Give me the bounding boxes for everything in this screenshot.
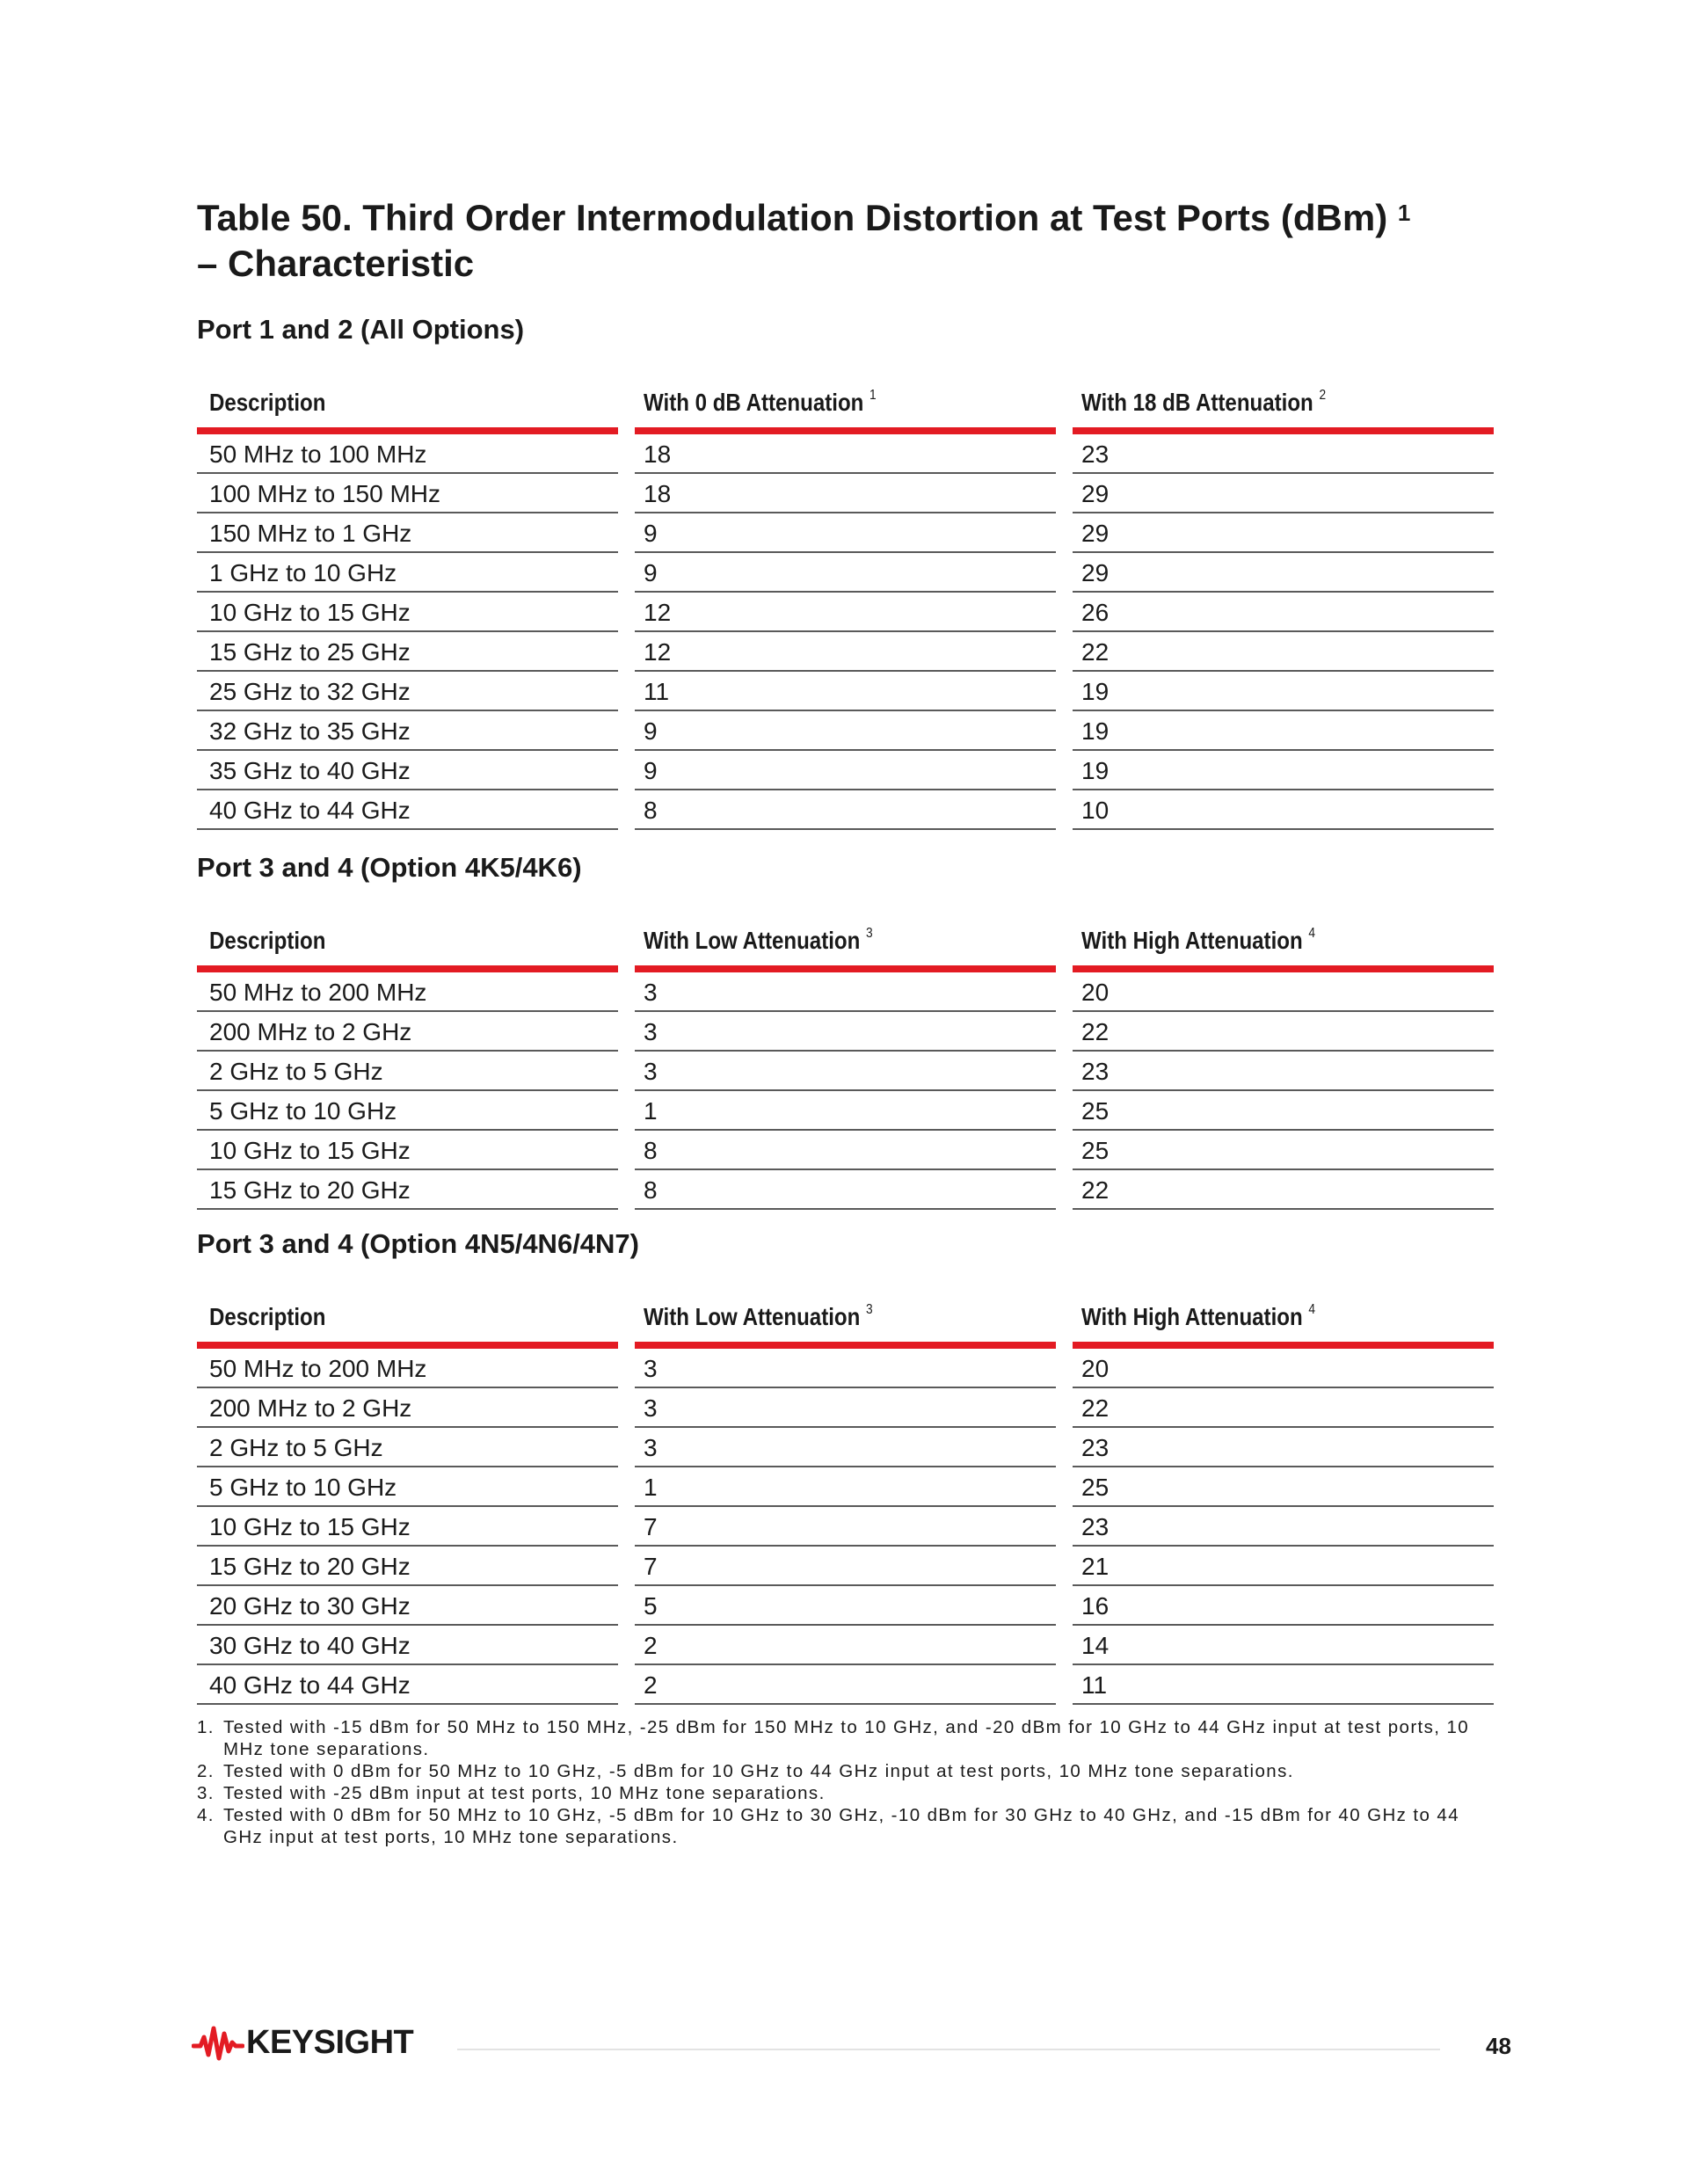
cell-description: 2 GHz to 5 GHz <box>197 1052 618 1091</box>
cell-value: 11 <box>635 672 1056 711</box>
cell-description: 200 MHz to 2 GHz <box>197 1388 618 1428</box>
cell-value: 8 <box>635 1170 1056 1210</box>
footnote-text: Tested with 0 dBm for 50 MHz to 10 GHz, -5 dBm for 10 GHz to 30 GHz, -10 dBm for 30 GHz to 40 GHz, and -15 dBm for 40 GHz to 44 GHz input at test ports, 10 MHz tone separations. <box>223 1805 1460 1847</box>
footnote-number: 1. <box>197 1717 215 1737</box>
footer-divider <box>457 2049 1440 2050</box>
cell-description: 35 GHz to 40 GHz <box>197 751 618 790</box>
cell-value: 22 <box>1073 1170 1494 1210</box>
keysight-wave-icon <box>192 2025 244 2062</box>
cell-value: 9 <box>635 711 1056 751</box>
page-number: 48 <box>1486 2033 1511 2059</box>
cell-value: 19 <box>1073 711 1494 751</box>
cell-description: 32 GHz to 35 GHz <box>197 711 618 751</box>
table-row <box>197 672 1489 711</box>
cell-value: 10 <box>1073 790 1494 830</box>
cell-value: 14 <box>1073 1626 1494 1665</box>
column-footnote-ref: 4 <box>1308 1302 1316 1317</box>
column-header-label <box>1081 927 1315 955</box>
cell-value: 18 <box>635 434 1056 474</box>
cell-description: 10 GHz to 15 GHz <box>197 593 618 632</box>
cell-value: 3 <box>635 972 1056 1012</box>
column-header-text: With Low Attenuation <box>644 927 861 954</box>
cell-value: 3 <box>635 1012 1056 1052</box>
column-footnote-ref: 4 <box>1308 926 1316 941</box>
cell-value: 1 <box>635 1091 1056 1131</box>
table-row <box>197 1547 1489 1586</box>
brand-name: KEYSIGHT <box>246 2024 414 2061</box>
cell-description: 10 GHz to 15 GHz <box>197 1131 618 1170</box>
cell-value: 9 <box>635 751 1056 790</box>
table-row <box>197 711 1489 751</box>
cell-value: 26 <box>1073 593 1494 632</box>
cell-description: 100 MHz to 150 MHz <box>197 474 618 513</box>
brand-logo <box>192 2024 413 2062</box>
table-body <box>197 1349 1489 1705</box>
footnote-number: 2. <box>197 1761 215 1781</box>
footnote-number: 4. <box>197 1805 215 1825</box>
table-row <box>197 1428 1489 1467</box>
table-row <box>197 553 1489 593</box>
cell-value: 29 <box>1073 474 1494 513</box>
cell-value: 5 <box>635 1586 1056 1626</box>
cell-value: 29 <box>1073 513 1494 553</box>
table-row <box>197 632 1489 672</box>
table-row <box>197 434 1489 474</box>
cell-value: 25 <box>1073 1091 1494 1131</box>
column-header-text: Description <box>209 927 326 954</box>
column-header <box>635 1273 1056 1349</box>
column-header-label <box>209 1303 325 1331</box>
column-footnote-ref: 2 <box>1319 388 1327 403</box>
column-header <box>197 359 618 434</box>
footnote-number: 3. <box>197 1783 215 1803</box>
table-row <box>197 1626 1489 1665</box>
title-line1: Table 50. Third Order Intermodulation Distortion at Test Ports (dBm) <box>197 197 1388 238</box>
column-header-text: With Low Attenuation <box>644 1303 861 1330</box>
cell-value: 25 <box>1073 1131 1494 1170</box>
column-header-label <box>209 389 325 417</box>
cell-value: 20 <box>1073 972 1494 1012</box>
column-footnote-ref: 3 <box>866 1302 873 1317</box>
footnote-text: Tested with -25 dBm input at test ports, 10 MHz tone separations. <box>223 1783 826 1803</box>
cell-value: 12 <box>635 593 1056 632</box>
column-header-label <box>1081 1303 1315 1331</box>
cell-description: 2 GHz to 5 GHz <box>197 1428 618 1467</box>
cell-value: 25 <box>1073 1467 1494 1507</box>
table-row <box>197 1091 1489 1131</box>
footnote-item <box>197 1804 1498 1848</box>
title-line2: – Characteristic <box>197 243 475 284</box>
column-header-label <box>209 927 325 955</box>
cell-value: 23 <box>1073 434 1494 474</box>
footnote-item <box>197 1760 1498 1782</box>
footnote-text: Tested with 0 dBm for 50 MHz to 10 GHz, -5 dBm for 10 GHz to 44 GHz input at test ports, 10 MHz tone separations. <box>223 1761 1294 1781</box>
cell-value: 7 <box>635 1547 1056 1586</box>
cell-description: 150 MHz to 1 GHz <box>197 513 618 553</box>
footnotes <box>197 1716 1498 1848</box>
cell-description: 10 GHz to 15 GHz <box>197 1507 618 1547</box>
cell-description: 50 MHz to 100 MHz <box>197 434 618 474</box>
cell-value: 11 <box>1073 1665 1494 1705</box>
column-header <box>1073 897 1494 972</box>
column-header <box>197 1273 618 1349</box>
cell-value: 8 <box>635 790 1056 830</box>
cell-value: 23 <box>1073 1052 1494 1091</box>
title-footnote-ref: 1 <box>1397 200 1411 226</box>
column-header-text: Description <box>209 389 326 416</box>
table-body <box>197 434 1489 830</box>
column-header <box>1073 1273 1494 1349</box>
cell-description: 1 GHz to 10 GHz <box>197 553 618 593</box>
column-footnote-ref: 3 <box>866 926 873 941</box>
footnote-text: Tested with -15 dBm for 50 MHz to 150 MHz, -25 dBm for 150 MHz to 10 GHz, and -20 dBm for 10 GHz to 44 GHz input at test ports, 10 MHz tone separations. <box>223 1717 1470 1759</box>
cell-value: 2 <box>635 1665 1056 1705</box>
cell-value: 19 <box>1073 672 1494 711</box>
column-header <box>1073 359 1494 434</box>
section-heading: Port 3 and 4 (Option 4N5/4N6/4N7) <box>197 1228 639 1259</box>
page-title <box>197 195 1516 287</box>
table-row <box>197 1052 1489 1091</box>
column-header-text: With 18 dB Attenuation <box>1081 389 1313 416</box>
cell-value: 7 <box>635 1507 1056 1547</box>
table-body <box>197 972 1489 1210</box>
cell-value: 3 <box>635 1388 1056 1428</box>
cell-description: 25 GHz to 32 GHz <box>197 672 618 711</box>
table-row <box>197 790 1489 830</box>
table-header-row <box>197 1273 1489 1349</box>
cell-description: 15 GHz to 20 GHz <box>197 1170 618 1210</box>
table-row <box>197 474 1489 513</box>
table-row <box>197 1507 1489 1547</box>
table-section <box>197 313 1489 830</box>
table-section <box>197 851 1489 1210</box>
cell-value: 23 <box>1073 1507 1494 1547</box>
cell-value: 16 <box>1073 1586 1494 1626</box>
cell-description: 15 GHz to 25 GHz <box>197 632 618 672</box>
cell-description: 5 GHz to 10 GHz <box>197 1467 618 1507</box>
table-row <box>197 513 1489 553</box>
column-header-text: With High Attenuation <box>1081 927 1303 954</box>
column-header <box>635 359 1056 434</box>
cell-value: 2 <box>635 1626 1056 1665</box>
cell-value: 22 <box>1073 632 1494 672</box>
section-heading: Port 1 and 2 (All Options) <box>197 314 525 345</box>
cell-value: 18 <box>635 474 1056 513</box>
cell-value: 3 <box>635 1349 1056 1388</box>
cell-value: 8 <box>635 1131 1056 1170</box>
cell-description: 40 GHz to 44 GHz <box>197 790 618 830</box>
cell-value: 9 <box>635 553 1056 593</box>
column-header-label <box>644 927 873 955</box>
footnote-item <box>197 1782 1498 1804</box>
table-row <box>197 1349 1489 1388</box>
table-row <box>197 972 1489 1012</box>
table-row <box>197 1170 1489 1210</box>
table-section <box>197 1227 1489 1705</box>
column-header-text: With 0 dB Attenuation <box>644 389 864 416</box>
table-row <box>197 1467 1489 1507</box>
cell-description: 15 GHz to 20 GHz <box>197 1547 618 1586</box>
column-header-label <box>644 389 877 417</box>
table-row <box>197 1586 1489 1626</box>
table-row <box>197 1388 1489 1428</box>
cell-value: 3 <box>635 1428 1056 1467</box>
cell-description: 30 GHz to 40 GHz <box>197 1626 618 1665</box>
cell-value: 19 <box>1073 751 1494 790</box>
column-header-text: Description <box>209 1303 326 1330</box>
table-row <box>197 1012 1489 1052</box>
table-row <box>197 1665 1489 1705</box>
footnote-item <box>197 1716 1498 1760</box>
cell-value: 9 <box>635 513 1056 553</box>
cell-description: 20 GHz to 30 GHz <box>197 1586 618 1626</box>
cell-value: 3 <box>635 1052 1056 1091</box>
column-header-label <box>1081 389 1326 417</box>
cell-description: 40 GHz to 44 GHz <box>197 1665 618 1705</box>
cell-value: 22 <box>1073 1388 1494 1428</box>
cell-value: 21 <box>1073 1547 1494 1586</box>
table-row <box>197 593 1489 632</box>
cell-value: 12 <box>635 632 1056 672</box>
cell-description: 50 MHz to 200 MHz <box>197 972 618 1012</box>
table-header-row <box>197 897 1489 972</box>
table-header-row <box>197 359 1489 434</box>
cell-value: 23 <box>1073 1428 1494 1467</box>
cell-value: 1 <box>635 1467 1056 1507</box>
cell-value: 29 <box>1073 553 1494 593</box>
column-footnote-ref: 1 <box>869 388 877 403</box>
table-row <box>197 751 1489 790</box>
column-header <box>197 897 618 972</box>
column-header-label <box>644 1303 873 1331</box>
cell-description: 200 MHz to 2 GHz <box>197 1012 618 1052</box>
column-header-text: With High Attenuation <box>1081 1303 1303 1330</box>
cell-description: 50 MHz to 200 MHz <box>197 1349 618 1388</box>
table-row <box>197 1131 1489 1170</box>
column-header <box>635 897 1056 972</box>
cell-description: 5 GHz to 10 GHz <box>197 1091 618 1131</box>
cell-value: 20 <box>1073 1349 1494 1388</box>
section-heading: Port 3 and 4 (Option 4K5/4K6) <box>197 852 582 883</box>
cell-value: 22 <box>1073 1012 1494 1052</box>
